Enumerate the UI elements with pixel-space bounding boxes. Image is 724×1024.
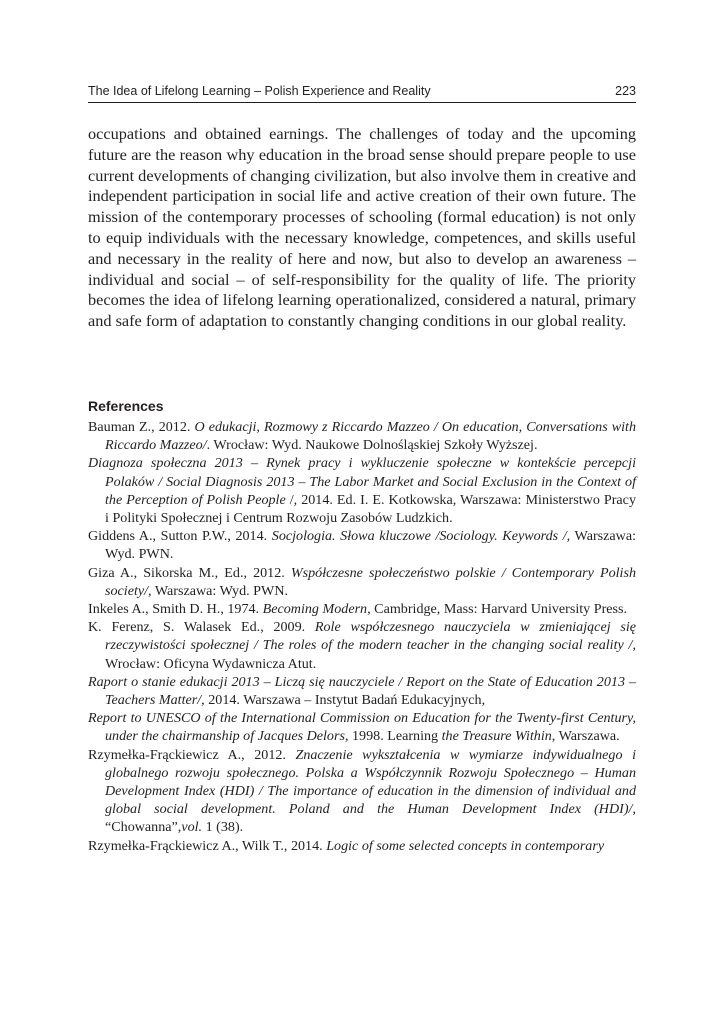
reference-item: Bauman Z., 2012. O edukacji, Rozmowy z Riccardo Mazzeo / On education, Conversations with Riccardo Mazzeo/. Wrocław: Wyd. Naukowe Dolnośląskiej Szkoły Wyższej. [88,419,637,454]
references-list [88,418,636,855]
reference-item: Inkeles A., Smith D. H., 1974. Becoming Modern, Cambridge, Mass: Harvard University Press. [88,601,628,618]
reference-item: Rzymełka-Frąckiewicz A., 2012. Znaczenie wykształcenia w wymiarze indywidualnego i globalnego rozwoju społecznego. Polska a Współczynnik Rozwoju Społecznego – Human Development Index (HDI) / The importance of education in the dimension of individual and global social development. Poland and the Human Development Index (HDI)/, “Chowanna”,vol. 1 (38). [88,746,636,836]
running-title: The Idea of Lifelong Learning – Polish Experience and Reality [88,84,431,98]
reference-item: Report to UNESCO of the International Commission on Education for the Twenty-first Century, under the chairmanship of Jacques Delors, 1998. Learning the Treasure Within, Warszawa. [88,710,636,745]
body-paragraph: occupations and obtained earnings. The challenges of today and the upcoming future are the reason why education in the broad sense should prepare people to use current developments of changing civilization, but also involve them in creative and independent participation in social life and active creation of their own future. The mission of the contemporary processes of schooling (formal education) is not only to equip individuals with the necessary knowledge, competences, and skills useful and necessary in the reality of here and now, but also to develop an awareness – individual and social – of self-responsibility for the quality of life. The priority becomes the idea of lifelong learning operationalized, considered a natural, primary and safe form of adaptation to constantly changing conditions in our global reality. [88,124,636,331]
reference-item: Giddens A., Sutton P.W., 2014. Socjologia. Słowa kluczowe /Sociology. Keywords /, Warszawa: Wyd. PWN. [88,528,636,563]
reference-item: Diagnoza społeczna 2013 – Rynek pracy i wykluczenie społeczne w kontekście percepcji Polaków / Social Diagnosis 2013 – The Labor Market and Social Exclusion in the Context of the Perception of Polish People /, 2014. Ed. I. E. Kotkowska, Warszawa: Ministerstwo Pracy i Polityki Społecznej i Centrum Rozwoju Zasobów Ludzkich. [88,455,636,527]
reference-item: Giza A., Sikorska M., Ed., 2012. Współczesne społeczeństwo polskie / Contemporary Polish society/, Warszawa: Wyd. PWN. [88,564,637,599]
reference-item: Raport o stanie edukacji 2013 – Liczą się nauczyciele / Report on the State of Education 2013 – Teachers Matter/, 2014. Warszawa – Instytut Badań Edukacyjnych, [88,673,636,709]
running-header [88,84,636,103]
reference-item: K. Ferenz, S. Walasek Ed., 2009. Role współczesnego nauczyciela w zmieniającej się rzeczywistości społecznej / The roles of the modern teacher in the changing social reality /, Wrocław: Oficyna Wydawnicza Atut. [88,619,637,672]
references-heading: References [88,398,164,414]
page-number: 223 [615,84,636,98]
reference-item: Rzymełka-Frąckiewicz A., Wilk T., 2014. Logic of some selected concepts in contemporary [88,837,605,854]
